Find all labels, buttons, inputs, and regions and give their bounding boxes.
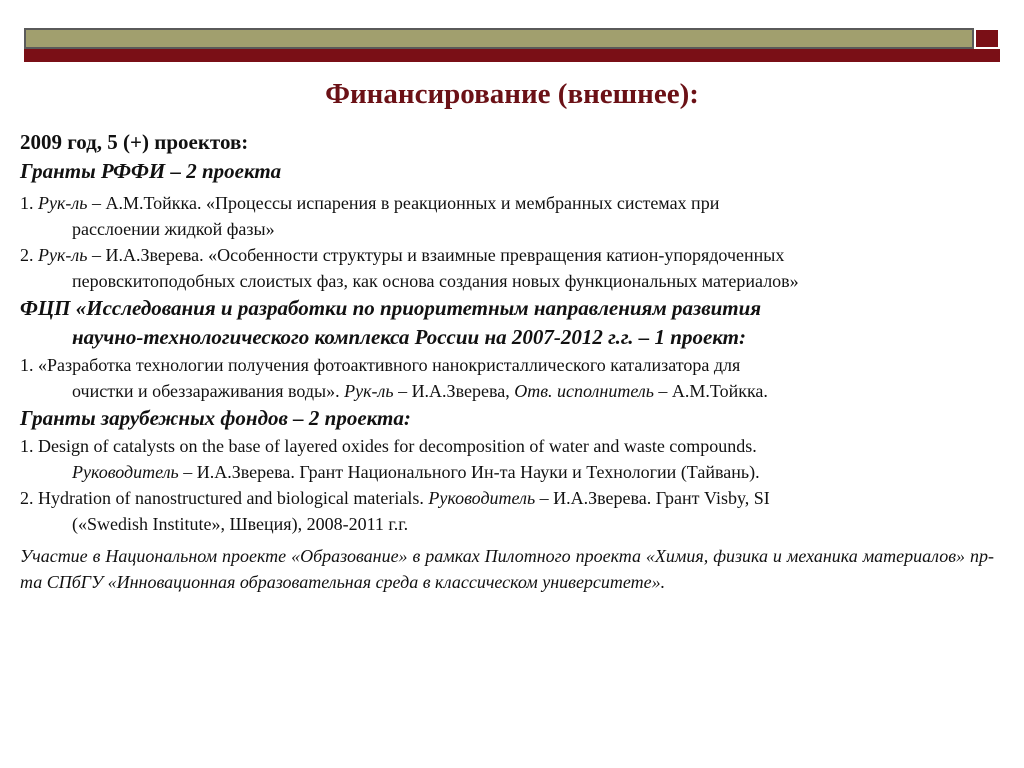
item-text: – И.А.Зверева. «Особенности структуры и взаимные превращения катион-упорядоченных	[87, 245, 785, 265]
item-number: 1.	[20, 193, 38, 213]
header-bar-top	[24, 28, 974, 49]
foreign-item-2	[20, 485, 994, 537]
role-label: Рук-ль	[344, 381, 394, 401]
header-bar-bottom	[24, 49, 1000, 62]
header-corner-square	[974, 28, 1000, 49]
item-continuation: очистки и обеззараживания воды».	[72, 381, 345, 401]
fcp-header-line2: научно-технологического комплекса России на 2007-2012 г.г. – 1 проект:	[72, 325, 746, 349]
role-label: Руководитель	[428, 488, 536, 508]
rffi-header: Гранты РФФИ – 2 проекта	[20, 159, 282, 183]
fcp-header	[20, 294, 994, 352]
fcp-header-line1: ФЦП «Исследования и разработки по приоритетным направлениям развития	[20, 296, 762, 320]
item-text: 1. Design of catalysts on the base of layered oxides for decomposition of water and waste compounds.	[20, 436, 757, 456]
foreign-header: Гранты зарубежных фондов – 2 проекта:	[20, 406, 411, 430]
item-continuation: расслоении жидкой фазы»	[72, 219, 275, 239]
national-project-note: Участие в Национальном проекте «Образование» в рамках Пилотного проекта «Химия, физика и механика материалов» пр-та СПбГУ «Инновационная образовательная среда в классическом университете».	[20, 546, 994, 592]
item-text: – И.А.Зверева,	[393, 381, 515, 401]
item-continuation: перовскитоподобных слоистых фаз, как основа создания новых функциональных материалов»	[72, 271, 799, 291]
item-number: 2.	[20, 245, 38, 265]
item-continuation: («Swedish Institute», Швеция), 2008-2011 г.г.	[72, 514, 409, 534]
item-continuation: – И.А.Зверева. Грант Национального Ин-та Науки и Технологии (Тайвань).	[178, 462, 760, 482]
rffi-item-1	[20, 190, 994, 242]
slide-title: Финансирование (внешнее):	[325, 78, 699, 110]
role-label: Рук-ль	[38, 193, 88, 213]
role-label: Отв. исполнитель	[514, 381, 654, 401]
role-label: Рук-ль	[38, 245, 88, 265]
item-text: – И.А.Зверева. Грант Visby, SI	[535, 488, 770, 508]
year-line: 2009 год, 5 (+) проектов:	[20, 130, 249, 154]
item-text: – А.М.Тойкка. «Процессы испарения в реакционных и мембранных системах при	[87, 193, 720, 213]
item-text: – А.М.Тойкка.	[653, 381, 768, 401]
item-text: 2. Hydration of nanostructured and biological materials.	[20, 488, 429, 508]
foreign-item-1	[20, 433, 994, 485]
fcp-item-1	[20, 352, 994, 404]
role-label: Руководитель	[72, 462, 179, 482]
item-text: 1. «Разработка технологии получения фотоактивного нанокристаллического катализатора для	[20, 355, 741, 375]
slide-content	[20, 128, 994, 595]
rffi-item-2	[20, 242, 994, 294]
